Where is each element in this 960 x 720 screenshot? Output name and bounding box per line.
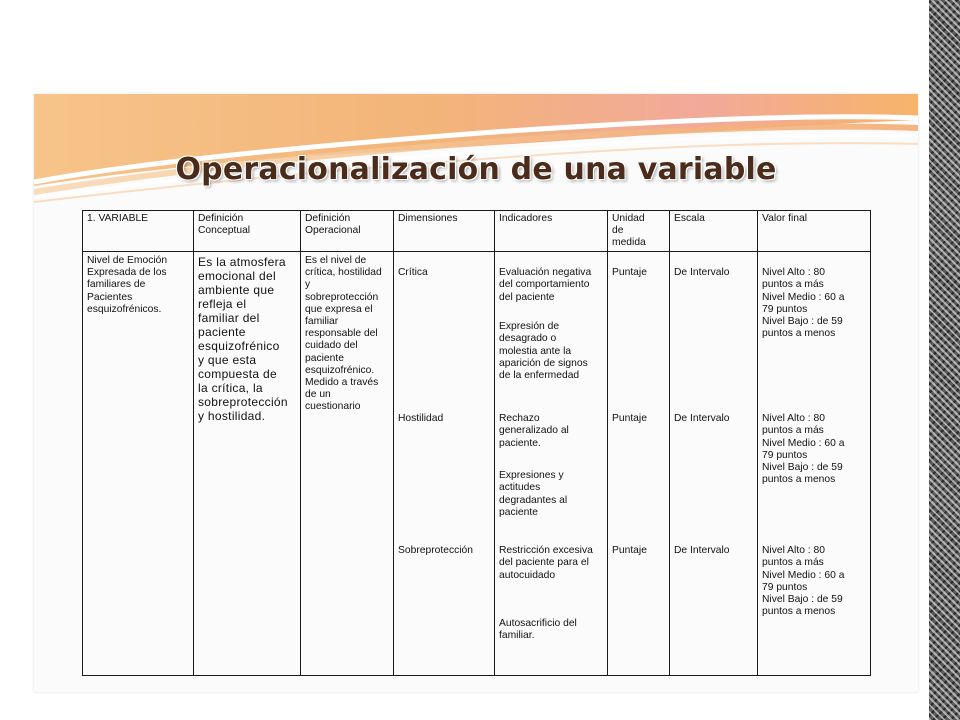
variable-cell: Nivel de Emoción Expresada de los familiares de Pacientes esquizofrénicos. bbox=[83, 252, 194, 676]
indicator-item: Rechazo generalizado al paciente. bbox=[499, 413, 569, 449]
slide-banner bbox=[34, 94, 918, 204]
unit-cell bbox=[608, 252, 670, 676]
indicator-item: Expresión de desagrado o molestia ante la aparición de signos de la enfermedad bbox=[499, 321, 588, 382]
dimension-hostilidad: Hostilidad bbox=[398, 413, 444, 425]
final-value: Nivel Alto : 80 puntos a más Nivel Medio : 60 a 79 puntos Nivel Bajo : de 59 puntos a menos bbox=[762, 545, 845, 618]
header-final-value: Valor final bbox=[758, 211, 871, 252]
table-header-row bbox=[83, 211, 871, 252]
scale-value: De Intervalo bbox=[674, 267, 730, 279]
operational-definition-cell: Es el nivel de crítica, hostilidad y sobreprotección que expresa el familiar responsable del cuidado del paciente esquizofrénico. Medido a través de un cuestionario bbox=[301, 252, 394, 676]
header-variable: 1. VARIABLE bbox=[83, 211, 194, 252]
final-value-cell bbox=[758, 252, 871, 676]
unit-value: Puntaje bbox=[612, 545, 647, 557]
decorative-frame-border bbox=[929, 0, 960, 720]
scale-cell bbox=[670, 252, 758, 676]
indicator-item: Evaluación negativa del comportamiento del paciente bbox=[499, 267, 592, 303]
dimensions-cell bbox=[394, 252, 495, 676]
final-value: Nivel Alto : 80 puntos a más Nivel Medio : 60 a 79 puntos Nivel Bajo : de 59 puntos a menos bbox=[762, 413, 845, 486]
scale-value: De Intervalo bbox=[674, 413, 730, 425]
indicator-item: Restricción excesiva del paciente para el autocuidado bbox=[499, 545, 593, 581]
indicator-item: Autosacrificio del familiar. bbox=[499, 618, 577, 642]
conceptual-definition-cell: Es la atmosfera emocional del ambiente que refleja el familiar del paciente esquizofrénico y que esta compuesta de la crítica, la sobreprotección y hostilidad. bbox=[194, 252, 301, 676]
table-body-row bbox=[83, 252, 871, 676]
header-operational-definition: Definición Operacional bbox=[301, 211, 394, 252]
final-value: Nivel Alto : 80 puntos a más Nivel Medio : 60 a 79 puntos Nivel Bajo : de 59 puntos a menos bbox=[762, 267, 845, 340]
header-scale: Escala bbox=[670, 211, 758, 252]
header-dimensions: Dimensiones bbox=[394, 211, 495, 252]
header-unit: Unidad de medida bbox=[608, 211, 670, 252]
dimension-critica: Crítica bbox=[398, 267, 428, 279]
scale-value: De Intervalo bbox=[674, 545, 730, 557]
indicators-cell bbox=[495, 252, 608, 676]
indicator-item: Expresiones y actitudes degradantes al paciente bbox=[499, 470, 568, 518]
slide-title: Operacionalización de una variable bbox=[175, 152, 777, 187]
operationalization-table bbox=[82, 210, 871, 676]
header-indicators: Indicadores bbox=[495, 211, 608, 252]
unit-value: Puntaje bbox=[612, 267, 647, 279]
dimension-sobreproteccion: Sobreprotección bbox=[398, 545, 473, 557]
header-conceptual-definition: Definición Conceptual bbox=[194, 211, 301, 252]
slide bbox=[34, 94, 918, 692]
unit-value: Puntaje bbox=[612, 413, 647, 425]
